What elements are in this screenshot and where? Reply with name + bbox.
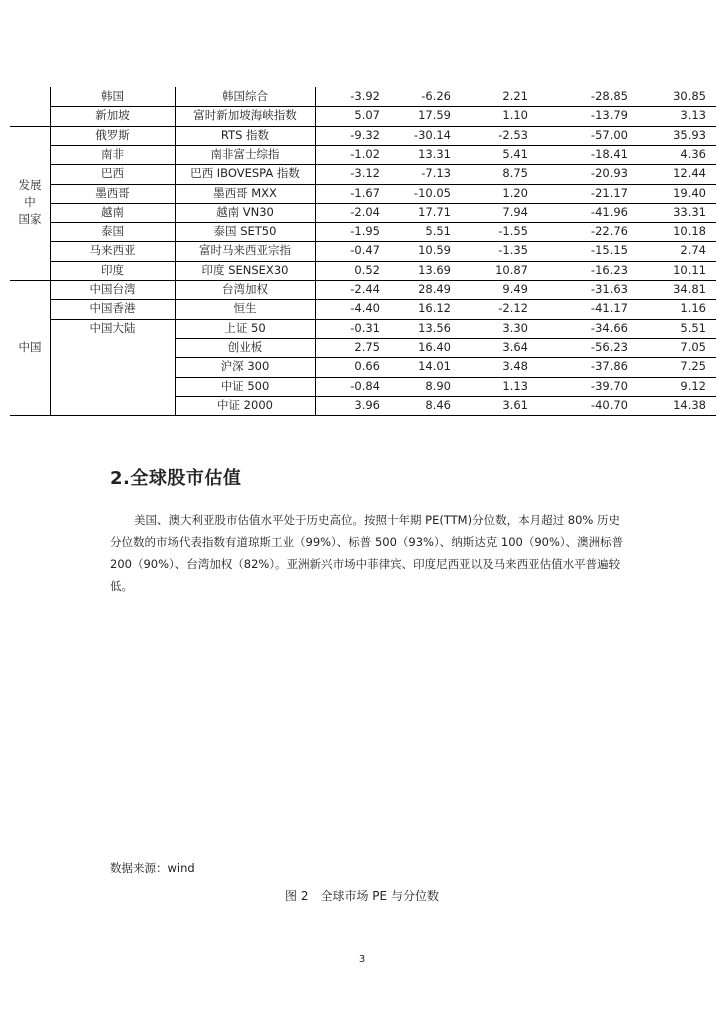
table-row	[10, 338, 716, 357]
table-row	[10, 396, 716, 415]
index-cell: 南非富士综指	[210, 146, 280, 161]
value-cell: -1.55	[498, 224, 528, 239]
value-cell: -2.12	[498, 301, 528, 316]
value-cell: 3.48	[502, 359, 528, 374]
value-cell: -0.84	[350, 378, 380, 393]
value-cell: -0.31	[350, 320, 380, 335]
value-cell: 14.38	[673, 397, 706, 412]
value-cell: 13.31	[418, 146, 451, 161]
page-number: 3	[358, 954, 366, 965]
table-row	[10, 87, 716, 106]
group-label: 中国	[18, 340, 42, 355]
value-cell: -9.32	[350, 127, 380, 142]
value-cell: 10.18	[673, 224, 706, 239]
table-row	[10, 106, 716, 125]
index-cell: 富时马来西亚宗指	[199, 243, 291, 258]
value-cell: 5.51	[425, 224, 451, 239]
value-cell: -41.17	[590, 301, 628, 316]
value-cell: 5.41	[502, 146, 528, 161]
figure-caption: 图 2 全球市场 PE 与分位数	[285, 889, 439, 903]
value-cell: 13.56	[418, 320, 451, 335]
value-cell: 8.75	[502, 166, 528, 181]
group-label: 发展 中 国家	[18, 178, 42, 227]
value-cell: -22.76	[590, 224, 628, 239]
country-cell: 俄罗斯	[95, 127, 130, 142]
country-cell: 韩国	[101, 89, 124, 103]
country-cell: 南非	[101, 146, 124, 161]
country-cell: 新加坡	[95, 108, 130, 123]
value-cell: -13.79	[590, 108, 628, 123]
table-row	[10, 126, 716, 145]
value-cell: 3.96	[354, 397, 380, 412]
country-cell: 印度	[101, 262, 124, 277]
table-row	[10, 280, 716, 299]
data-source: 数据来源：wind	[110, 861, 195, 875]
index-cell: 中证 500	[220, 378, 270, 393]
value-cell: 7.94	[502, 204, 528, 219]
value-cell: 9.49	[502, 282, 528, 296]
value-cell: -2.44	[350, 282, 380, 296]
value-cell: 1.10	[502, 108, 528, 123]
value-cell: 2.21	[502, 89, 528, 103]
value-cell: -28.85	[590, 89, 628, 103]
value-cell: -37.86	[590, 359, 628, 374]
value-cell: -41.96	[590, 204, 628, 219]
value-cell: -3.12	[350, 166, 380, 181]
value-cell: -57.00	[590, 127, 628, 142]
section-paragraph: 美国、澳大利亚股市估值水平处于历史高位。按照十年期 PE(TTM)分位数，本月超过 80% 历史分位数的市场代表指数有道琼斯工业（99%）、标普 500（93%）、纳斯达克 100（90%）、澳洲标普 200（90%）、台湾加权（82%）。亚洲新兴市场中菲律宾、印度尼西亚以及马来西亚估值水平普遍较低。	[110, 513, 624, 593]
country-cell: 马来西亚	[89, 243, 136, 258]
country-cell	[50, 377, 175, 396]
table-row	[10, 145, 716, 164]
table-row	[10, 299, 716, 318]
value-cell: 8.90	[425, 378, 451, 393]
value-cell: -6.26	[421, 89, 451, 103]
value-cell: 3.30	[502, 320, 528, 335]
value-cell: -39.70	[590, 378, 628, 393]
value-cell: -21.17	[590, 185, 628, 200]
country-cell: 泰国	[101, 224, 124, 239]
index-cell: 富时新加坡海峡指数	[193, 108, 297, 123]
value-cell: -2.53	[498, 127, 528, 142]
table-row	[10, 164, 716, 183]
country-cell	[50, 396, 175, 415]
table-row	[10, 184, 716, 203]
value-cell: 3.64	[502, 339, 528, 354]
value-cell: -2.04	[350, 204, 380, 219]
value-cell: 10.59	[418, 243, 451, 258]
value-cell: 9.12	[680, 378, 706, 393]
table-row	[10, 357, 716, 376]
value-cell: 17.71	[418, 204, 451, 219]
table-row	[10, 319, 716, 338]
table-row	[10, 203, 716, 222]
index-cell: 韩国综合	[222, 89, 268, 103]
value-cell: -1.35	[498, 243, 528, 258]
value-cell: 28.49	[418, 282, 451, 296]
index-cell: 上证 50	[224, 320, 266, 335]
country-cell: 中国大陆	[89, 320, 136, 335]
table-row	[10, 222, 716, 241]
index-cell: RTS 指数	[220, 127, 270, 142]
pe-chart	[155, 600, 635, 850]
index-cell: 恒生	[233, 301, 257, 316]
value-cell: -3.92	[350, 89, 380, 103]
table-row	[10, 241, 716, 260]
value-cell: -31.63	[590, 282, 628, 296]
index-cell: 创业板	[227, 339, 263, 354]
value-cell: 8.46	[425, 397, 451, 412]
table-row	[10, 377, 716, 396]
value-cell: 1.13	[502, 378, 528, 393]
value-cell: -15.15	[590, 243, 628, 258]
value-cell: -18.41	[590, 146, 628, 161]
value-cell: 16.40	[418, 339, 451, 354]
index-cell: 沪深 300	[220, 359, 270, 374]
value-cell: 1.20	[502, 185, 528, 200]
value-cell: 16.12	[418, 301, 451, 316]
value-cell: 0.66	[354, 359, 380, 374]
value-cell: 35.93	[673, 127, 706, 142]
value-cell: 1.16	[680, 301, 706, 316]
value-cell: -4.40	[350, 301, 380, 316]
index-cell: 中证 2000	[217, 397, 273, 412]
country-cell	[50, 338, 175, 357]
value-cell: -10.05	[413, 185, 451, 200]
value-cell: 0.52	[354, 262, 380, 277]
value-cell: 7.25	[680, 359, 706, 374]
index-cell: 巴西 IBOVESPA 指数	[190, 166, 300, 181]
value-cell: -30.14	[413, 127, 451, 142]
country-cell: 巴西	[101, 166, 124, 181]
table-row	[10, 261, 716, 280]
value-cell: -0.47	[350, 243, 380, 258]
section-heading: 2.全球股市估值	[110, 468, 242, 489]
value-cell: 17.59	[418, 108, 451, 123]
value-cell: 30.85	[673, 89, 706, 103]
value-cell: 2.74	[680, 243, 706, 258]
value-cell: -20.93	[590, 166, 628, 181]
value-cell: -40.70	[590, 397, 628, 412]
value-cell: 14.01	[418, 359, 451, 374]
country-cell: 越南	[101, 204, 124, 219]
country-cell: 墨西哥	[95, 185, 130, 200]
value-cell: 13.69	[418, 262, 451, 277]
value-cell: 7.05	[680, 339, 706, 354]
value-cell: -1.02	[350, 146, 380, 161]
value-cell: 5.07	[354, 108, 380, 123]
value-cell: 12.44	[673, 166, 706, 181]
country-cell: 中国台湾	[89, 282, 136, 296]
value-cell: 5.51	[680, 320, 706, 335]
index-cell: 印度 SENSEX30	[201, 262, 289, 277]
value-cell: 19.40	[673, 185, 706, 200]
value-cell: -56.23	[590, 339, 628, 354]
value-cell: 3.61	[502, 397, 528, 412]
value-cell: -34.66	[590, 320, 628, 335]
value-cell: 34.81	[673, 282, 706, 296]
value-cell: -1.67	[350, 185, 380, 200]
value-cell: 33.31	[673, 204, 706, 219]
value-cell: 10.87	[495, 262, 528, 277]
value-cell: -16.23	[590, 262, 628, 277]
value-cell: 3.13	[680, 108, 706, 123]
value-cell: -7.13	[421, 166, 451, 181]
index-cell: 台湾加权	[222, 282, 268, 296]
index-cell: 墨西哥 MXX	[213, 185, 277, 200]
country-cell: 中国香港	[89, 301, 136, 316]
index-cell: 越南 VN30	[216, 204, 274, 219]
index-cell: 泰国 SET50	[213, 224, 277, 239]
country-cell	[50, 357, 175, 376]
value-cell: 2.75	[354, 339, 380, 354]
row-rule	[10, 415, 716, 416]
value-cell: 4.36	[680, 146, 706, 161]
value-cell: 10.11	[673, 262, 706, 277]
value-cell: -1.95	[350, 224, 380, 239]
